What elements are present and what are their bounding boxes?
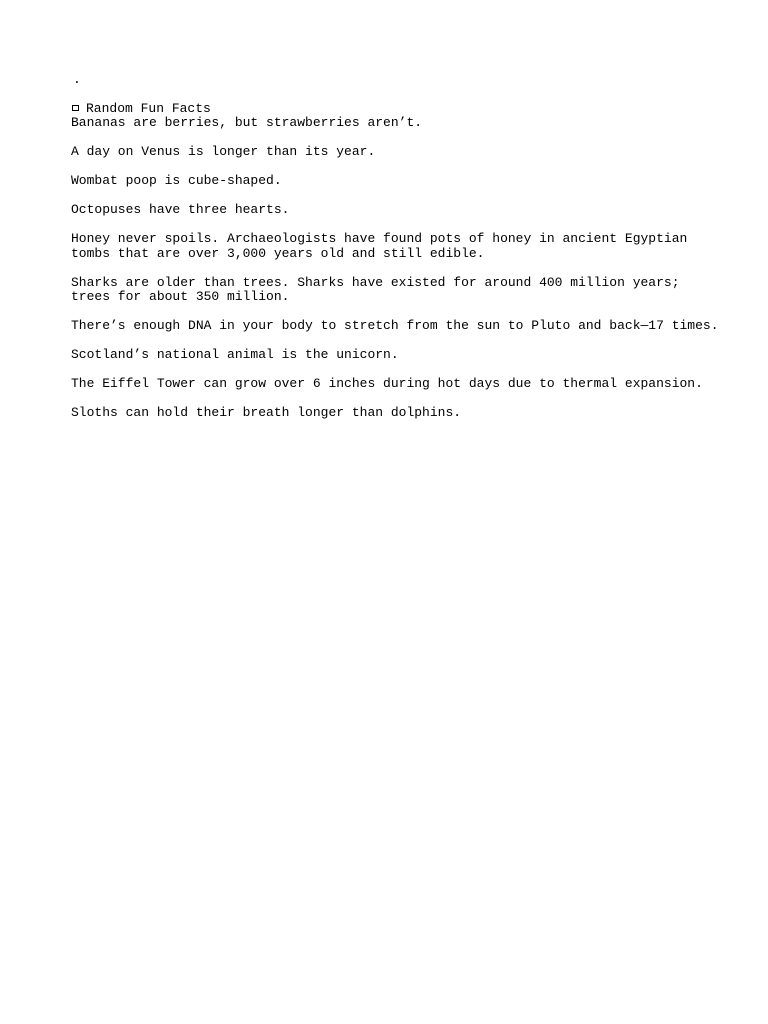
fact-item: The Eiffel Tower can grow over 6 inches during hot days due to thermal expansion. (71, 376, 703, 391)
fact-item: Octopuses have three hearts. (71, 202, 290, 217)
leading-dot: . (73, 72, 81, 87)
fact-item: There’s enough DNA in your body to stretch from the sun to Pluto and back—17 times. (71, 318, 719, 333)
facts-list (71, 116, 731, 421)
box-glyph-icon (72, 105, 79, 111)
fact-item: Honey never spoils. Archaeologists have found pots of honey in ancient Egyptian tombs that are over 3,000 years old and still edible. (71, 231, 688, 261)
section-heading (71, 101, 731, 116)
fact-item: Wombat poop is cube-shaped. (71, 173, 282, 188)
fact-item: Bananas are berries, but strawberries aren’t. (71, 115, 423, 130)
document-page (71, 72, 731, 435)
fact-item: Sharks are older than trees. Sharks have existed for around 400 million years; trees for about 350 million. (71, 274, 680, 304)
fact-item: A day on Venus is longer than its year. (71, 144, 376, 159)
fact-item: Sloths can hold their breath longer than dolphins. (71, 405, 462, 420)
fact-item: Scotland’s national animal is the unicorn. (71, 347, 399, 362)
section-heading-text: Random Fun Facts (86, 101, 211, 116)
